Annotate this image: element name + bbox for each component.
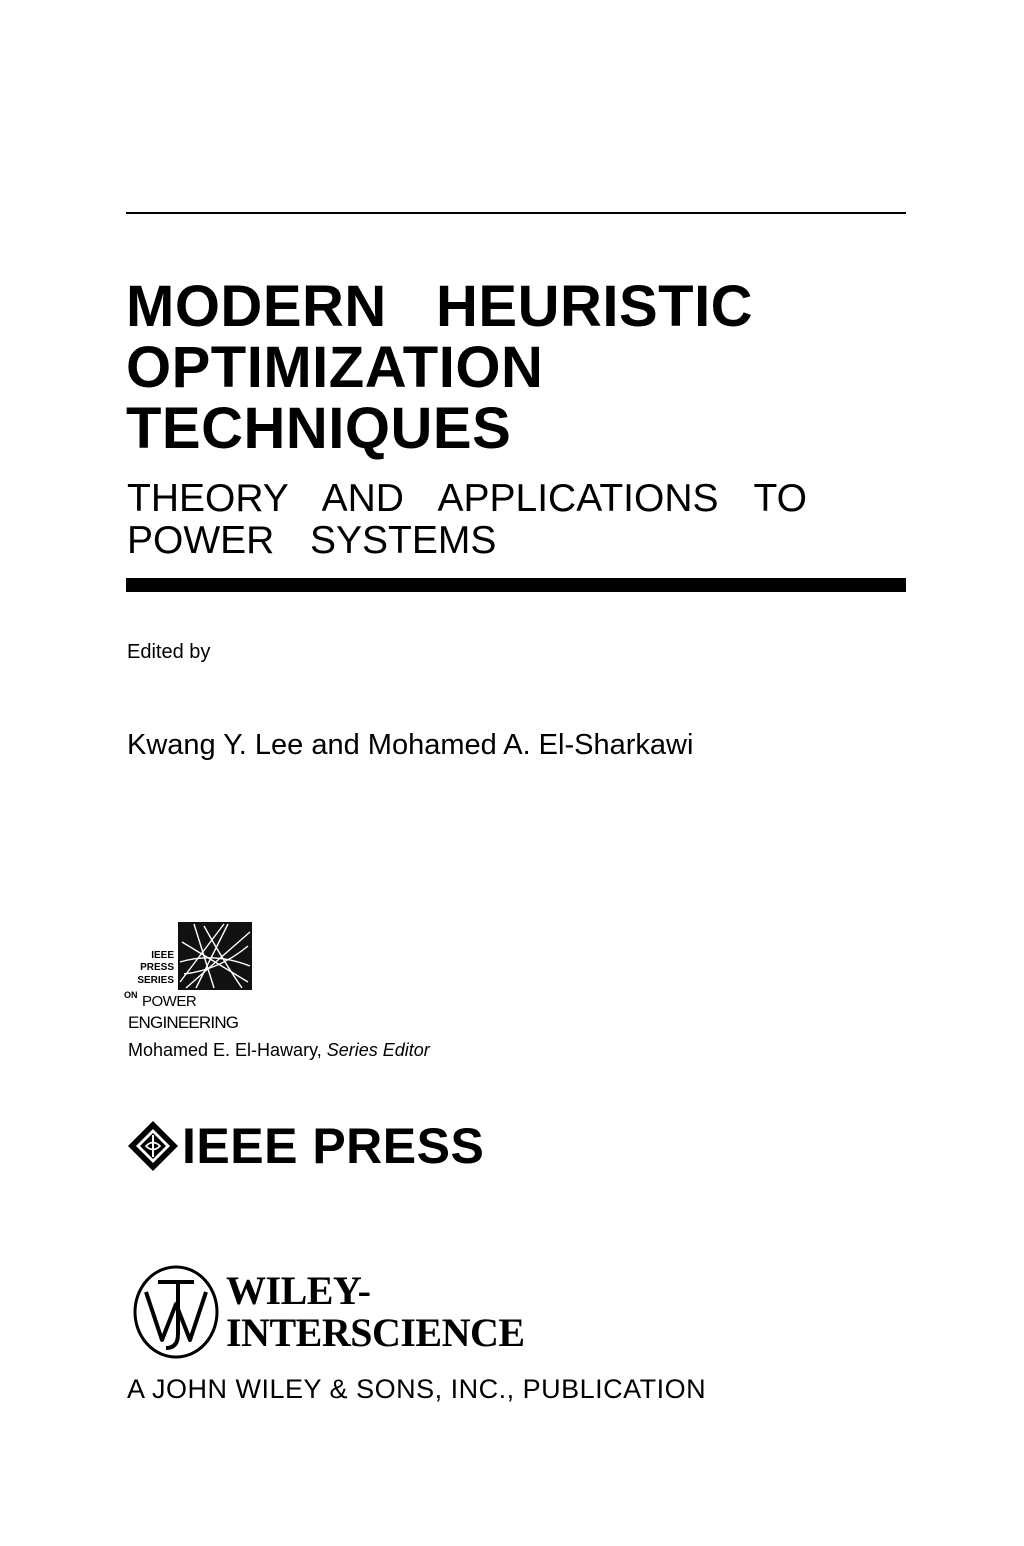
title-line-3: TECHNIQUES [126, 396, 512, 461]
subtitle-line-2: POWER SYSTEMS [127, 519, 497, 562]
series-logo-word-5: POWER [142, 993, 197, 1010]
wiley-line-1: WILEY- [226, 1268, 371, 1313]
ieee-press-logo [126, 1118, 484, 1174]
wiley-interscience-logo [132, 1262, 525, 1362]
series-editor-name: Mohamed E. El-Hawary, [128, 1040, 322, 1060]
series-logo-word-2: PRESS [140, 962, 174, 973]
book-subtitle [127, 478, 807, 562]
edited-by-label: Edited by [127, 641, 211, 663]
thick-rule [126, 578, 906, 592]
title-line-2: OPTIMIZATION [126, 335, 544, 400]
series-logo-word-6: ENGINEERING [128, 1013, 239, 1032]
top-rule [126, 212, 906, 214]
authors: Kwang Y. Lee and Mohamed A. El-Sharkawi [127, 729, 694, 761]
series-editor [128, 1040, 430, 1061]
ieee-power-series-logo [124, 922, 254, 1032]
series-logo-word-4: ON [124, 990, 138, 1000]
series-logo-word-1: IEEE [151, 950, 174, 961]
book-title [126, 276, 753, 459]
series-editor-role: Series Editor [326, 1040, 430, 1060]
ieee-press-label: IEEE PRESS [182, 1118, 485, 1174]
ieee-diamond-icon [126, 1119, 180, 1173]
wiley-line-2: INTERSCIENCE [226, 1310, 525, 1355]
publication-line: A JOHN WILEY & SONS, INC., PUBLICATION [127, 1374, 707, 1404]
title-line-1: MODERN HEURISTIC [126, 274, 754, 339]
subtitle-line-1: THEORY AND APPLICATIONS TO [127, 477, 807, 520]
wiley-wordmark [226, 1270, 525, 1354]
wiley-emblem-icon [132, 1264, 220, 1360]
series-logo-word-3: SERIES [137, 975, 174, 986]
